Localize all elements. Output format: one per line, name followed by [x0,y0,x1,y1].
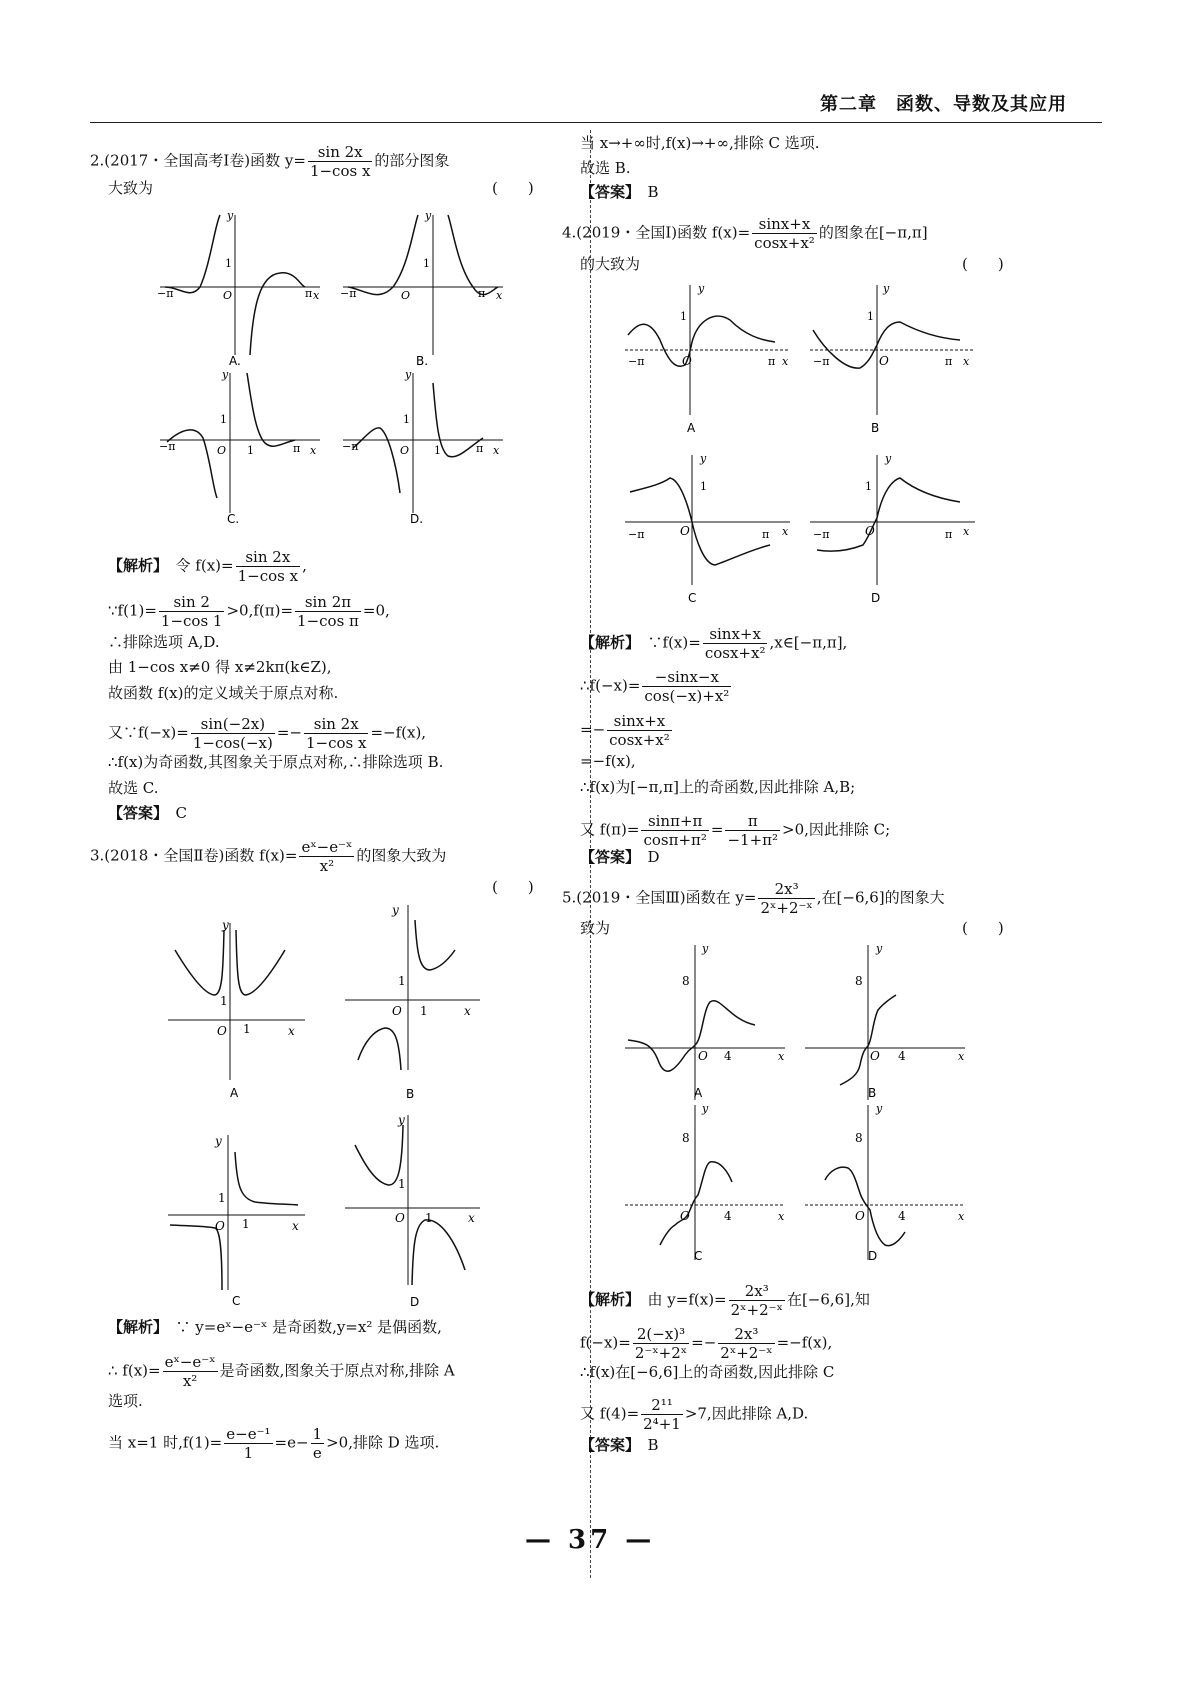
axis-label: x [782,525,789,538]
q2-graph-a [155,205,330,370]
q4-graph-d [805,450,980,610]
q2-analysis-6: 又∵f(−x)= $\frac{\sin(-2x)}{1-\cos(-x)}$ =− $\frac{\sin 2x}{\text{1−cos x}}$ =−f(x), [108,715,427,752]
q5-graph-b [800,940,975,1105]
axis-label: x [493,444,500,457]
axis-label: 1 [865,480,872,493]
axis-label: 1 [242,1217,250,1231]
axis-label: −π [813,355,830,368]
origin-label: O [400,444,410,457]
axis-label: y [405,368,412,381]
q2-stem-cont: 大致为 [108,179,154,197]
q5-graph-d [800,1100,975,1265]
axis-label: 1 [247,444,254,457]
axis-label: x [468,1211,475,1225]
axis-label: 4 [898,1049,906,1063]
answer-blank: ( ) [492,878,534,896]
origin-label: O [680,524,690,538]
q4-graph-c [620,450,795,610]
axis-label: −π [342,440,359,453]
axis-label: −π [340,287,357,300]
graph-label: C [694,1249,703,1263]
axis-label: 1 [243,1022,251,1036]
axis-label: π [293,442,301,455]
chapter-header: 第二章 函数、导数及其应用 [820,94,1067,115]
q3-graph-c [160,1130,320,1310]
axis-label: x [292,1219,299,1233]
header-rule [90,122,1102,123]
axis-label: 1 [420,1004,428,1018]
q4-analysis-5: ∴f(x)为[−π,π]上的奇函数,因此排除 A,B; [580,778,856,796]
axis-label: y [698,282,705,295]
graph-label: A [694,1086,703,1100]
graph-label: D [871,591,881,605]
axis-label: x [963,355,970,368]
axis-label: x [313,289,320,302]
origin-label: O [698,1049,708,1063]
q4-analysis-3: =− $\frac{\sin x+x}{\text{cosx+x²}}$ [580,712,670,749]
q3-analysis-6: 故选 B. [580,159,631,177]
axis-label: 4 [898,1209,906,1223]
q2-analysis-4: 由 1−cos x≠0 得 x≠2kπ(k∈Z), [108,658,332,676]
axis-label: 1 [398,1177,406,1191]
q3-graph-a [160,915,320,1105]
origin-label: O [401,289,411,302]
graph-label: D. [410,512,424,526]
q3-analysis-3: 选项. [108,1392,143,1410]
q2-graph-c [155,368,330,533]
q5-analysis-2: f(−x)= $\frac{\text{2(−x)³}}{\text{2⁻ˣ+2ˣ}}$ =− $\frac{\text{2x³}}{\text{2ˣ+2⁻ˣ}}$ =−f(x), [580,1325,833,1362]
axis-label: π [945,528,953,541]
axis-label: x [496,289,503,302]
q2-analysis-5: 故函数 f(x)的定义域关于原点对称. [108,684,339,702]
origin-label: O [870,1049,880,1063]
axis-label: π [945,355,953,368]
axis-label: π [476,442,484,455]
q5-graph-c [620,1100,795,1265]
axis-label: y [222,368,229,381]
axis-label: y [700,452,707,465]
axis-label: π [768,355,776,368]
axis-label: 8 [682,1131,690,1145]
graph-label: B [406,1087,415,1101]
axis-label: y [702,942,709,955]
axis-label: −π [628,355,645,368]
q3-graph-d [340,1110,500,1310]
graph-label: B [868,1086,877,1100]
q4-stem-cont: 的大致为 [580,255,641,273]
origin-label: O [395,1211,405,1225]
page-number: — 37 — [525,1525,656,1555]
answer-blank: ( ) [962,919,1004,937]
origin-label: O [217,444,227,457]
axis-label: −π [159,440,176,453]
q5-stem-cont: 致为 [580,919,611,937]
axis-label: x [778,1210,785,1223]
q3-analysis-5: 当 x→+∞时,f(x)→+∞,排除 C 选项. [580,134,820,152]
q2-graph-d [338,368,513,533]
origin-label: O [215,1219,225,1233]
q2-answer: 【答案】 C [108,804,188,822]
axis-label: x [958,1210,965,1223]
axis-label: 1 [403,413,410,426]
origin-label: O [879,354,889,368]
axis-label: x [310,444,317,457]
axis-label: y [425,209,432,222]
q3-answer: 【答案】 B [580,183,659,201]
axis-label: y [876,942,883,955]
axis-label: x [778,1050,785,1063]
axis-label: 1 [434,444,441,457]
graph-label: A [687,421,696,435]
origin-label: O [217,1024,227,1038]
q5-analysis-3: ∴f(x)在[−6,6]上的奇函数,因此排除 C [580,1363,835,1381]
q4-analysis-1: 【解析】 ∵f(x)= $\frac{\sin x+x}{\text{cosx+x²}}$ ,x∈[−π,π], [580,625,848,662]
q4-analysis-4: =−f(x), [580,752,636,770]
answer-blank: ( ) [492,179,534,197]
axis-label: 1 [220,413,227,426]
q5-graph-a [620,940,795,1105]
axis-label: x [288,1024,295,1038]
graph-label: D [868,1249,878,1263]
axis-label: 8 [855,1131,863,1145]
axis-label: 4 [724,1209,732,1223]
graph-label: B [871,421,880,435]
q3-stem: 3.(2018・全国Ⅱ卷)函数 f(x)= $\frac{\text{eˣ−e⁻ˣ}}{\text{x²}}$ 的图象大致为 [90,838,447,875]
q4-graph-b [805,280,980,440]
q3-analysis-1: 【解析】 ∵ y=eˣ−e⁻ˣ 是奇函数,y=x² 是偶函数, [108,1318,442,1336]
q2-analysis-7: ∴f(x)为奇函数,其图象关于原点对称,∴排除选项 B. [108,753,444,771]
origin-label: O [682,354,692,368]
axis-label: −π [628,528,645,541]
q4-analysis-2: ∴f(−x)= $\frac{-\sin x-x}{\text{cos(−x)+x²}}$ [580,668,730,705]
q3-graph-b [340,900,500,1105]
q2-analysis-8: 故选 C. [108,779,159,797]
axis-label: y [392,903,399,917]
axis-label: −π [157,287,174,300]
origin-label: O [680,1209,690,1223]
q4-stem: 4.(2019・全国Ⅰ)函数 f(x)= $\frac{\sin x+x}{\text{cosx+x²}}$ 的图象在[−π,π] [562,215,928,252]
graph-label: A. [229,354,241,368]
graph-label: C. [227,512,240,526]
q2-analysis-2: ∵f(1)= $\frac{\sin 2}{1-\cos 1}$ >0,f(π)= $\frac{\sin 2\pi}{\text{1−cos π}}$ =0, [108,593,390,630]
axis-label: 1 [225,257,232,270]
answer-blank: ( ) [962,255,1004,273]
axis-label: 1 [700,480,707,493]
axis-label: y [398,1113,405,1127]
graph-label: C [232,1294,241,1308]
q2-graph-b [338,205,513,370]
axis-label: 1 [220,994,228,1008]
axis-label: −π [813,528,830,541]
q3-analysis-2: ∴ f(x)= $\frac{\text{eˣ−e⁻ˣ}}{\text{x²}}$ 是奇函数,图象关于原点对称,排除 A [108,1353,455,1390]
graph-label: A [230,1086,239,1100]
axis-label: y [883,282,890,295]
graph-label: B. [416,354,429,368]
axis-label: π [305,287,313,300]
axis-label: π [762,528,770,541]
axis-label: y [215,1134,222,1148]
axis-label: 4 [724,1049,732,1063]
axis-label: x [464,1004,471,1018]
axis-label: 1 [425,1211,433,1225]
axis-label: 1 [867,310,874,323]
axis-label: 8 [855,974,863,988]
q2-analysis-1: 【解析】 令 f(x)= $\frac{\sin 2x}{\text{1−cos x}}$ , [108,548,307,585]
axis-label: x [782,355,789,368]
q5-stem: 5.(2019・全国Ⅲ)函数在 y= $\frac{\text{2x³}}{\text{2ˣ+2⁻ˣ}}$ ,在[−6,6]的图象大 [562,880,945,917]
axis-label: y [222,918,229,932]
q2-analysis-3: ∴排除选项 A,D. [108,633,220,651]
q5-analysis-1: 【解析】 由 y=f(x)= $\frac{\text{2x³}}{\text{2ˣ+2⁻ˣ}}$ 在[−6,6],知 [580,1282,870,1319]
axis-label: y [885,452,892,465]
q3-analysis-4: 当 x=1 时,f(1)= $\frac{\text{e−e⁻¹}}{1}$ =e− $\frac{1}{e}$ >0,排除 D 选项. [108,1425,440,1462]
axis-label: 8 [682,974,690,988]
q4-graph-a [620,280,795,440]
axis-label: y [702,1102,709,1115]
origin-label: O [392,1004,402,1018]
origin-label: O [223,289,233,302]
axis-label: π [478,287,486,300]
axis-label: x [958,1050,965,1063]
q4-analysis-6: 又 f(π)= $\frac{\sin\pi+\pi}{\text{cosπ+π²}}$ = $\frac{\pi}{\text{−1+π²}}$ >0,因此排除 C; [580,812,891,849]
axis-label: x [963,525,970,538]
axis-label: y [876,1102,883,1115]
axis-label: 1 [423,257,430,270]
axis-label: 1 [218,1191,226,1205]
q5-answer: 【答案】 B [580,1436,659,1454]
graph-label: D [410,1295,420,1309]
origin-label: O [855,1209,865,1223]
q2-stem: 2.(2017・全国高考Ⅰ卷)函数 y= $\frac{\sin 2x}{\text{1−cos x}}$ 的部分图象 [90,143,450,180]
origin-label: O [865,524,875,538]
q4-answer: 【答案】 D [580,848,660,866]
axis-label: y [227,209,234,222]
axis-label: 1 [680,310,687,323]
q5-analysis-4: 又 f(4)= $\frac{\text{2¹¹}}{\text{2⁴+1}}$ >7,因此排除 A,D. [580,1396,809,1433]
axis-label: 1 [398,974,406,988]
graph-label: C [688,591,697,605]
